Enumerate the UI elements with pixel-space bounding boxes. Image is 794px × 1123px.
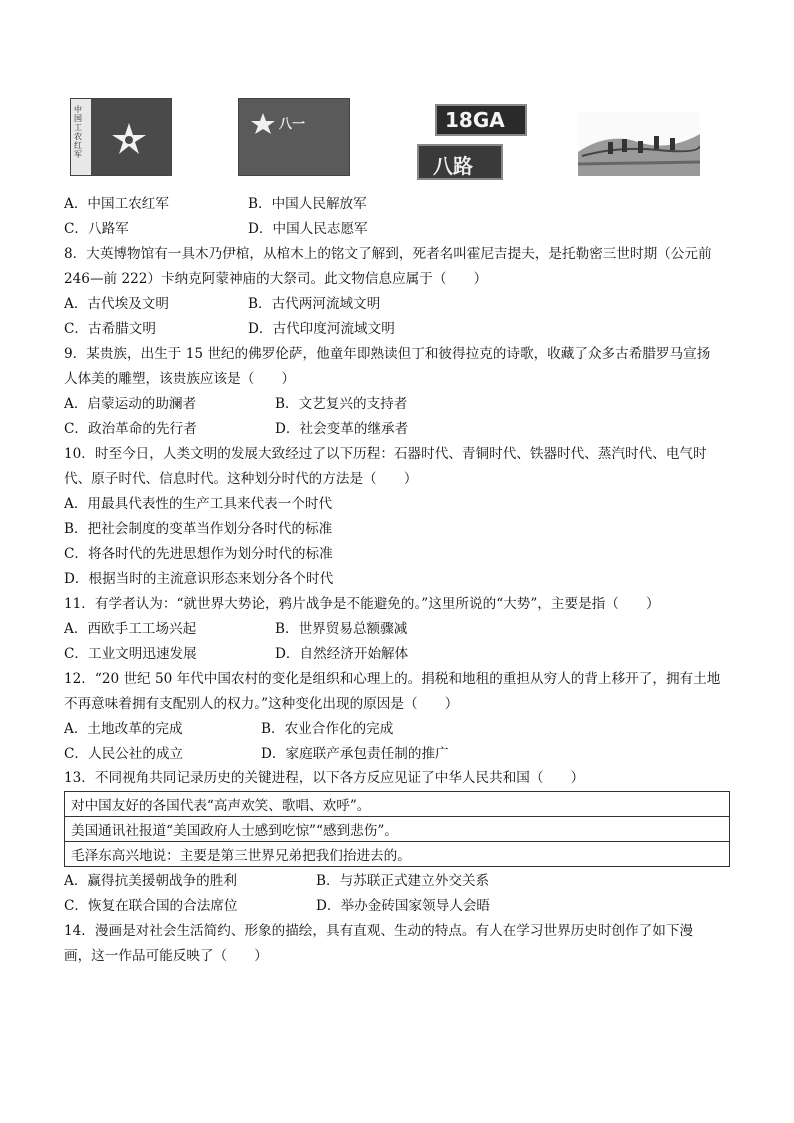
q9-option-b[interactable]: B．文艺复兴的支持者: [275, 396, 408, 412]
table-row: [65, 842, 730, 867]
pla-flag-caption: 八一: [279, 117, 306, 132]
eighth-route-badge-bottom-text: 八路: [433, 154, 473, 178]
q12-stem-line2: 不再意味着拥有支配别人的权力。”这种变化出现的原因是（ ）: [64, 696, 459, 712]
q8-option-c[interactable]: C．古希腊文明: [64, 321, 156, 337]
table-row: [65, 792, 730, 817]
q13-quote-2: 美国通讯社报道“美国政府人士感到吃惊”“感到悲伤”。: [65, 817, 730, 842]
q13-option-d[interactable]: D．举办金砖国家领导人会晤: [316, 898, 491, 914]
pla-flag-icon: [239, 99, 349, 175]
eighth-route-badge-image: [415, 104, 530, 182]
eighth-route-badge-top-text: 18GA: [445, 108, 505, 132]
q10-stem-line2: 代、原子时代、信息时代。这种划分时代的方法是（ ）: [64, 471, 418, 487]
q9-option-c[interactable]: C．政治革命的先行者: [64, 421, 197, 437]
q13-quote-1: 对中国友好的各国代表“高声欢笑、歌唱、欢呼”。: [65, 792, 730, 817]
q14-stem-line2: 画，这一作品可能反映了（ ）: [64, 948, 268, 964]
q13-quote-3: 毛泽东高兴地说：主要是第三世界兄弟把我们抬进去的。: [65, 842, 730, 867]
q10-option-c[interactable]: C．将各时代的先进思想作为划分时代的标准: [64, 546, 333, 562]
q10-option-d[interactable]: D．根据当时的主流意识形态来划分各个时代: [64, 571, 334, 587]
red-army-flag-image: [70, 98, 172, 176]
q12-option-c[interactable]: C．人民公社的成立: [64, 746, 184, 762]
q8-stem-line1: 8．大英博物馆有一具木乃伊棺，从棺木上的铭文了解到，死者名叫霍尼吉提夫，是托勒密三世时期（公元前: [64, 246, 712, 262]
red-army-flag-caption: 中国工农红军: [74, 105, 82, 159]
q14-stem-line1: 14．漫画是对社会生活简约、形象的描绘，具有直观、生动的特点。有人在学习世界历史时创作了如下漫: [64, 923, 694, 939]
q7-option-a[interactable]: A．中国工农红军: [64, 196, 169, 212]
q11-option-b[interactable]: B．世界贸易总额骤减: [275, 621, 408, 637]
q9-stem-line1: 9．某贵族，出生于 15 世纪的佛罗伦萨，他童年即熟读但丁和彼得拉克的诗歌，收藏了众多古希腊罗马宣扬: [64, 346, 711, 362]
q7-option-d[interactable]: D．中国人民志愿军: [248, 221, 368, 237]
q12-option-a[interactable]: A．土地改革的完成: [64, 721, 183, 737]
q11-option-d[interactable]: D．自然经济开始解体: [275, 646, 409, 662]
q8-option-b[interactable]: B．古代两河流域文明: [248, 296, 381, 312]
q13-option-a[interactable]: A．赢得抗美援朝战争的胜利: [64, 873, 237, 889]
q11-stem-line1: 11．有学者认为：“就世界大势论，鸦片战争是不能避免的。”这里所说的“大势”，主要是指（ ）: [64, 596, 660, 612]
q9-option-d[interactable]: D．社会变革的继承者: [275, 421, 409, 437]
q8-stem-line2: 246—前 222）卡纳克阿蒙神庙的大祭司。此文物信息应属于（ ）: [64, 271, 488, 287]
eighth-route-badge-bottom: [417, 144, 503, 180]
pla-flag-image: [238, 98, 350, 176]
q12-option-d[interactable]: D．家庭联产承包责任制的推广: [261, 746, 449, 762]
q8-option-a[interactable]: A．古代埃及文明: [64, 296, 169, 312]
q12-stem-line1: 12．“20 世纪 50 年代中国农村的变化是组织和心理上的。捐税和地租的重担从穷人的背上移开了，拥有土地: [64, 671, 721, 687]
q10-stem-line1: 10．时至今日，人类文明的发展大致经过了以下历程：石器时代、青铜时代、铁器时代、蒸汽时代、电气时: [64, 446, 707, 462]
q11-option-a[interactable]: A．西欧手工工场兴起: [64, 621, 197, 637]
q10-option-b[interactable]: B．把社会制度的变革当作划分各时代的标准: [64, 521, 333, 537]
q13-quote-table: [64, 791, 730, 867]
table-row: [65, 817, 730, 842]
q7-option-c[interactable]: C．八路军: [64, 221, 129, 237]
q13-stem-line1: 13．不同视角共同记录历史的关键进程，以下各方反应见证了中华人民共和国（ ）: [64, 770, 585, 786]
q11-option-c[interactable]: C．工业文明迅速发展: [64, 646, 197, 662]
q10-option-a[interactable]: A．用最具代表性的生产工具来代表一个时代: [64, 496, 333, 512]
q8-option-d[interactable]: D．古代印度河流域文明: [248, 321, 395, 337]
q7-option-b[interactable]: B．中国人民解放军: [248, 196, 367, 212]
q13-option-b[interactable]: B．与苏联正式建立外交关系: [316, 873, 490, 889]
q9-option-a[interactable]: A．启蒙运动的助澜者: [64, 396, 197, 412]
q9-stem-line2: 人体美的雕塑，该贵族应该是（ ）: [64, 371, 296, 387]
q13-option-c[interactable]: C．恢复在联合国的合法席位: [64, 898, 238, 914]
eighth-route-badge-top: [435, 104, 527, 136]
q12-option-b[interactable]: B．农业合作化的完成: [261, 721, 394, 737]
volunteer-army-photo: [578, 112, 700, 176]
soldiers-crossing-icon: [578, 112, 700, 176]
